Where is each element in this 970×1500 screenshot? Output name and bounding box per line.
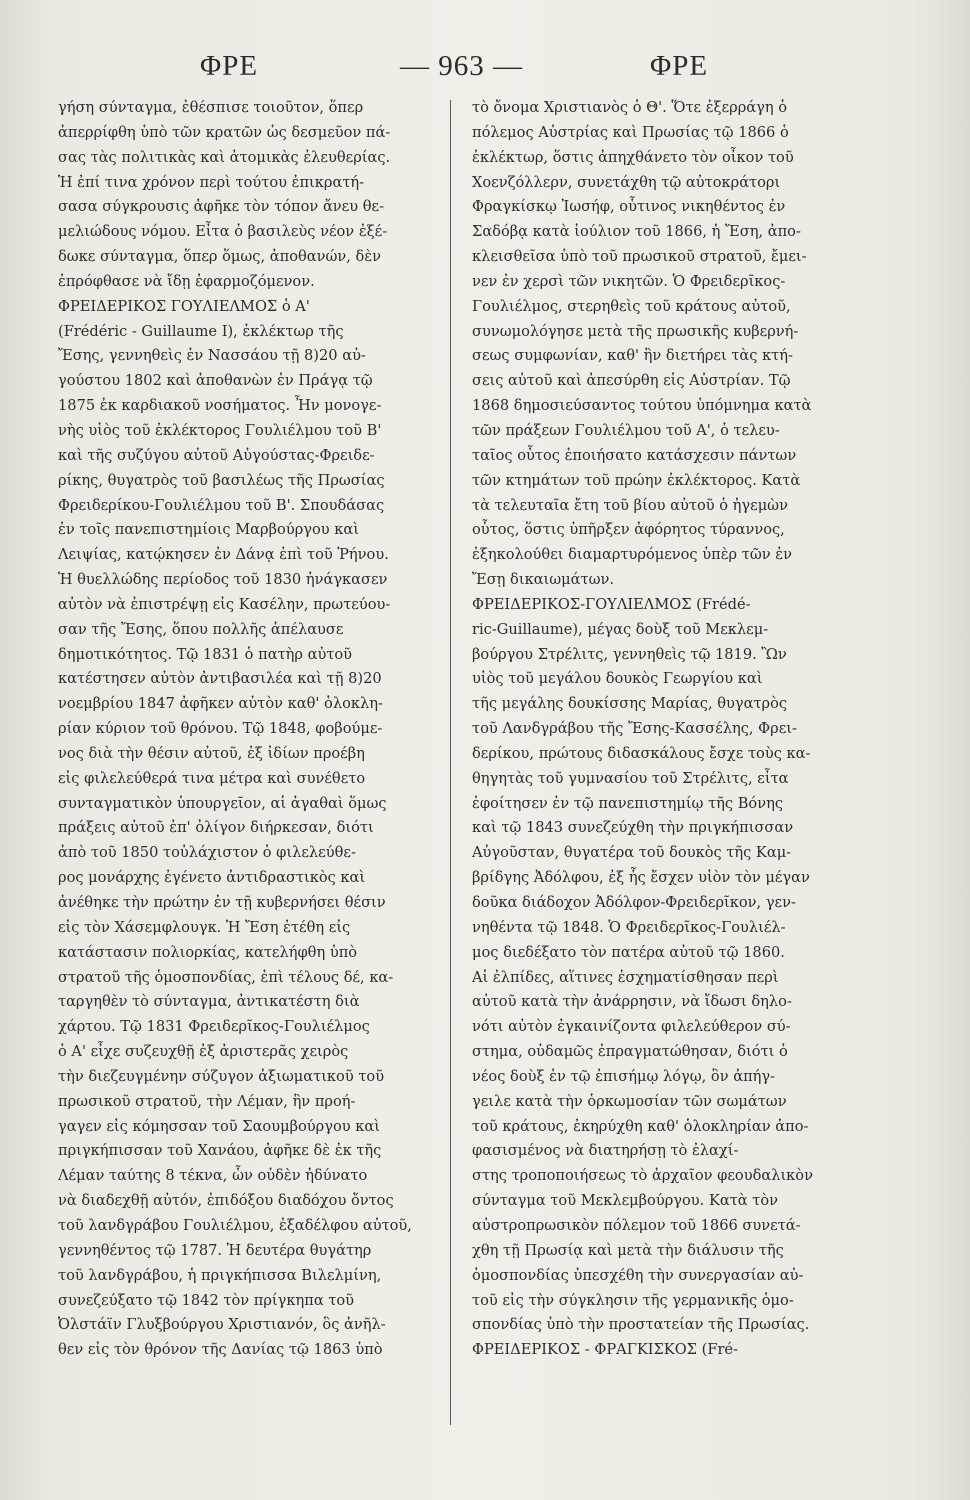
text-line: τῶν πράξεων Γουλιέλμου τοῦ Α', ὁ τελευ-: [472, 421, 780, 439]
text-line: νοεμβρίου 1847 ἀφῆκεν αὐτὸν καθ' ὁλοκλη-: [58, 695, 383, 713]
text-line: πράξεις αὐτοῦ ἐπ' ὀλίγον διήρκεσαν, διότι: [58, 819, 374, 837]
text-line: θηγητὰς τοῦ γυμνασίου τοῦ Στρέλιτς, εἶτα: [472, 769, 789, 787]
text-line: βρίδγης Ἀδόλφου, ἐξ ἧς ἔσχεν υἱὸν τὸν μέγαν: [472, 869, 810, 887]
column-divider: [450, 100, 451, 1425]
text-line: καὶ τῆς συζύγου αὐτοῦ Αὐγούστας-Φρειδε-: [58, 446, 375, 464]
text-line: σεως συμφωνίαν, καθ' ἣν διετήρει τὰς κτή-: [472, 347, 793, 365]
text-line: τὴν διεζευγμένην σύζυγον ἀξιωματικοῦ τοῦ: [58, 1067, 385, 1085]
text-line: γήση σύνταγμα, ἐθέσπισε τοιοῦτον, ὅπερ: [58, 99, 364, 116]
text-line: τῶν κτημάτων τοῦ πρώην ἐκλέκτορος. Κατὰ: [472, 471, 801, 489]
text-line: καὶ τῷ 1843 συνεζεύχθη τὴν πριγκήπισσαν: [472, 819, 794, 837]
text-line: σας τὰς πολιτικὰς καὶ ἀτομικὰς ἐλευθερίας.: [58, 148, 391, 166]
page-header: [60, 50, 920, 94]
text-line: Χοενζόλλερν, συνετάχθη τῷ αὐτοκράτορι: [472, 173, 781, 191]
text-line: εἰς φιλελεύθερά τινα μέτρα καὶ συνέθετο: [58, 769, 366, 787]
text-line: πριγκήπισσαν τοῦ Χανάου, ἀφῆκε δὲ ἐκ τῆς: [58, 1142, 382, 1160]
text-line: ric-Guillaume), μέγας δοὺξ τοῦ Μεκλεμ-: [472, 620, 769, 638]
text-line: βούργου Στρέλιτς, γεννηθεὶς τῷ 1819. Ὢν: [472, 645, 787, 663]
text-line: μος διεδέξατο τὸν πατέρα αὐτοῦ τῷ 1860.: [472, 943, 785, 961]
text-line: ἀπερρίφθη ὑπὸ τῶν κρατῶν ὡς δεσμεῦον πά-: [58, 123, 391, 141]
text-line: μελιώδους νόμου. Εἶτα ὁ βασιλεὺς νέον ἐξέ-: [58, 223, 388, 241]
text-line: στης τροποποιήσεως τὸ ἀρχαῖον φεουδαλικὸν: [472, 1167, 813, 1185]
text-line: νέος δοὺξ ἐν τῷ ἐπισήμῳ λόγῳ, ὃν ἀπήγ-: [472, 1067, 776, 1085]
text-line: Ἔσης, γεννηθεὶς ἐν Νασσάου τῇ 8)20 αὐ-: [58, 347, 366, 365]
text-line: τὰ τελευταῖα ἔτη τοῦ βίου αὐτοῦ ὁ ἡγεμὼν: [472, 496, 788, 514]
text-line: αὐστροπρωσικὸν πόλεμον τοῦ 1866 συνετά-: [472, 1216, 801, 1234]
text-line: Ἔσῃ δικαιωμάτων.: [472, 571, 614, 589]
text-line: αὐτοῦ κατὰ τὴν ἀνάρρησιν, νὰ ἴδωσι δηλο-: [472, 993, 792, 1011]
text-line: ἐκλέκτωρ, ὅστις ἀπηχθάνετο τὸν οἶκον τοῦ: [472, 148, 794, 166]
text-line: ρίαν κύριον τοῦ θρόνου. Τῷ 1848, φοβούμε-: [58, 720, 383, 738]
text-line: Γουλιέλμος, στερηθεὶς τοῦ κράτους αὐτοῦ,: [472, 297, 791, 315]
text-line: τοῦ εἰς τὴν σύγκλησιν τῆς γερμανικῆς ὁμο-: [472, 1291, 794, 1309]
text-line: γειλε κατὰ τὴν ὁρκωμοσίαν τῶν σωμάτων: [472, 1092, 787, 1110]
right-text-column: [472, 96, 870, 1363]
text-line: στημα, οὐδαμῶς ἐπραγματώθησαν, διότι ὁ: [472, 1043, 788, 1061]
text-line: Ὀλστάϊν Γλυξβούργου Χριστιανόν, ὃς ἀνῆλ-: [58, 1316, 386, 1334]
text-line: ΦΡΕΙΔΕΡΙΚΟΣ-ΓΟΥΛΙΕΛΜΟΣ (Frédé-: [472, 595, 751, 613]
text-line: ἀπὸ τοῦ 1850 τοὐλάχιστον ὁ φιλελεύθε-: [58, 844, 356, 862]
text-line: Φρειδερίκου-Γουλιέλμου τοῦ Β'. Σπουδάσας: [58, 496, 385, 514]
text-line: δωκε σύνταγμα, ὅπερ ὅμως, ἀποθανών, δὲν: [58, 248, 382, 266]
text-line: κατάστασιν πολιορκίας, κατελήφθη ὑπὸ: [58, 943, 358, 961]
text-line: νεν ἐν χερσὶ τῶν νικητῶν. Ὁ Φρειδερῖκος-: [472, 272, 786, 290]
text-line: στρατοῦ τῆς ὁμοσπονδίας, ἐπὶ τέλους δέ, κα-: [58, 968, 394, 986]
text-line: 1868 δημοσιεύσαντος τούτου ὑπόμνημα κατὰ: [472, 397, 812, 415]
text-line: σύνταγμα τοῦ Μεκλεμβούργου. Κατὰ τὸν: [472, 1192, 779, 1210]
text-line: συνεζεύξατο τῷ 1842 τὸν πρίγκηπα τοῦ: [58, 1291, 355, 1309]
text-line: πόλεμος Αὐστρίας καὶ Πρωσίας τῷ 1866 ὁ: [472, 123, 789, 141]
text-line: Σαδόβᾳ κατὰ ἰούλιον τοῦ 1866, ἡ Ἔση, ἀπο-: [472, 223, 801, 241]
text-line: ταῖος οὗτος ἐποιήσατο κατάσχεσιν πάντων: [472, 446, 797, 464]
text-line: σεις αὐτοῦ καὶ ἀπεσύρθη εἰς Αὐστρίαν. Τῷ: [472, 372, 791, 390]
header-right-keyword: ΦΡΕ: [650, 50, 709, 82]
text-line: υἱὸς τοῦ μεγάλου δουκὸς Γεωργίου καὶ: [472, 670, 763, 688]
text-line: Ἡ θυελλώδης περίοδος τοῦ 1830 ἠνάγκασεν: [58, 571, 388, 589]
text-line: τῆς μεγάλης δουκίσσης Μαρίας, θυγατρὸς: [472, 695, 788, 713]
text-line: τοῦ λανδγράβου, ἡ πριγκήπισσα Βιλελμίνη,: [58, 1266, 382, 1284]
text-line: δοῦκα διάδοχον Ἀδόλφον-Φρειδερῖκον, γεν-: [472, 894, 796, 911]
text-line: νότι αὐτὸν ἐγκαινίζοντα φιλελεύθερον σύ-: [472, 1018, 791, 1036]
text-line: ἐπρόφθασε νὰ ἴδῃ ἐφαρμοζόμενον.: [58, 272, 315, 290]
text-line: γαγεν εἰς κόμησσαν τοῦ Σαουμβούργου καὶ: [58, 1117, 380, 1135]
text-line: νηθέντα τῷ 1848. Ὁ Φρειδερῖκος-Γουλιέλ-: [472, 918, 786, 936]
text-line: ἀνέθηκε τὴν πρώτην ἐν τῇ κυβερνήσει θέσιν: [58, 894, 386, 911]
text-line: ταργηθὲν τὸ σύνταγμα, ἀντικατέστη διὰ: [58, 993, 360, 1011]
text-line: χάρτου. Τῷ 1831 Φρειδερῖκος-Γουλιέλμος: [58, 1018, 370, 1036]
text-line: νος διὰ τὴν θέσιν αὐτοῦ, ἐξ ἰδίων προέβη: [58, 744, 365, 762]
text-line: κατέστησεν αὐτὸν ἀντιβασιλέα καὶ τῇ 8)20: [58, 670, 382, 688]
text-line: νὴς υἱὸς τοῦ ἐκλέκτορος Γουλιέλμου τοῦ Β': [58, 421, 382, 439]
text-line: γεννηθέντος τῷ 1787. Ἡ δευτέρα θυγάτηρ: [58, 1241, 372, 1259]
text-line: Λειψίας, κατῴκησεν ἐν Δάνᾳ ἐπὶ τοῦ Ῥήνου.: [58, 546, 389, 564]
text-line: φασισμένος νὰ διατηρήσῃ τὸ ἐλαχί-: [472, 1142, 739, 1160]
text-line: συνωμολόγησε μετὰ τῆς πρωσικῆς κυβερνή-: [472, 322, 799, 340]
text-line: (Frédéric - Guillaume I), ἐκλέκτωρ τῆς: [58, 322, 344, 340]
text-line: χθη τῇ Πρωσίᾳ καὶ μετὰ τὴν διάλυσιν τῆς: [472, 1241, 784, 1259]
text-line: τοῦ Λανδγράβου τῆς Ἔσης-Κασσέλης, Φρει-: [472, 720, 797, 738]
text-line: συνταγματικὸν ὑπουργεῖον, αἱ ἀγαθαὶ ὅμως: [58, 794, 387, 812]
text-line: τὸ ὄνομα Χριστιανὸς ὁ Θ'. Ὅτε ἐξερράγη ὁ: [472, 99, 788, 116]
text-line: πρωσικοῦ στρατοῦ, τὴν Λέμαν, ἣν προή-: [58, 1092, 356, 1110]
text-line: ρος μονάρχης ἐγένετο ἀντιδραστικὸς καὶ: [58, 869, 366, 887]
text-line: ὁ Α' εἶχε συζευχθῇ ἐξ ἀριστερᾶς χειρὸς: [58, 1043, 349, 1061]
text-line: οὗτος, ὅστις ὑπῆρξεν ἀφόρητος τύραννος,: [472, 521, 785, 539]
text-line: τοῦ λανδγράβου Γουλιέλμου, ἐξαδέλφου αὐτοῦ,: [58, 1216, 412, 1234]
text-line: Φραγκίσκῳ Ἰωσήφ, οὗτινος νικηθέντος ἐν: [472, 198, 786, 216]
text-line: θεν εἰς τὸν θρόνον τῆς Δανίας τῷ 1863 ὑπὸ: [58, 1341, 383, 1359]
text-line: ΦΡΕΙΔΕΡΙΚΟΣ - ΦΡΑΓΚΙΣΚΟΣ (Fré-: [472, 1341, 738, 1359]
text-line: τοῦ κράτους, ἐκηρύχθη καθ' ὁλοκληρίαν ἀπο-: [472, 1117, 809, 1135]
page-number: — 963 —: [400, 50, 523, 82]
text-line: κλεισθεῖσα ὑπὸ τοῦ πρωσικοῦ στρατοῦ, ἔμει-: [472, 248, 807, 266]
text-line: ὁμοσπονδίας ὑπεσχέθη τὴν συνεργασίαν αὐ-: [472, 1266, 804, 1284]
text-line: εἰς τὸν Χάσεμφλουγκ. Ἡ Ἔση ἐτέθη εἰς: [58, 918, 351, 936]
text-line: Αἱ ἐλπίδες, αἵτινες ἐσχηματίσθησαν περὶ: [472, 968, 779, 986]
text-line: δερίκου, πρώτους διδασκάλους ἔσχε τοὺς κα-: [472, 744, 811, 762]
text-line: ΦΡΕΙΔΕΡΙΚΟΣ ΓΟΥΛΙΕΛΜΟΣ ὁ Α': [58, 297, 310, 315]
text-line: Λέμαν ταύτης 8 τέκνα, ὧν οὐδὲν ἠδύνατο: [58, 1167, 368, 1185]
text-line: 1875 ἐκ καρδιακοῦ νοσήματος. Ἦν μονογε-: [58, 397, 382, 415]
text-line: αὐτὸν νὰ ἐπιστρέψῃ εἰς Κασέλην, πρωτεύου-: [58, 595, 391, 613]
text-line: ρίκης, θυγατρὸς τοῦ βασιλέως τῆς Πρωσίας: [58, 471, 385, 489]
text-line: σασα σύγκρουσις ἀφῆκε τὸν τόπον ἄνευ θε-: [58, 198, 385, 216]
text-line: Αὐγοῦσταν, θυγατέρα τοῦ δουκὸς τῆς Καμ-: [472, 844, 792, 862]
text-line: ἐφοίτησεν ἐν τῷ πανεπιστημίῳ τῆς Βόνης: [472, 794, 784, 812]
header-left-keyword: ΦΡΕ: [200, 50, 259, 82]
text-line: ἐξηκολούθει διαμαρτυρόμενος ὑπὲρ τῶν ἐν: [472, 546, 792, 564]
text-line: νὰ διαδεχθῇ αὐτόν, ἐπιδόξου διαδόχου ὄντος: [58, 1192, 394, 1210]
text-line: ἐν τοῖς πανεπιστημίοις Μαρβούργου καὶ: [58, 521, 360, 539]
text-line: δημοτικότητος. Τῷ 1831 ὁ πατὴρ αὐτοῦ: [58, 645, 353, 663]
left-text-column: [58, 96, 458, 1363]
text-line: σαν τῆς Ἔσης, ὅπου πολλῆς ἀπέλαυσε: [58, 620, 344, 638]
text-line: σπονδίας ὑπὸ τὴν προστατείαν τῆς Πρωσίας.: [472, 1316, 810, 1334]
text-line: γούστου 1802 καὶ ἀποθανὼν ἐν Πράγᾳ τῷ: [58, 372, 373, 390]
text-line: Ἡ ἐπί τινα χρόνον περὶ τούτου ἐπικρατή-: [58, 173, 365, 191]
